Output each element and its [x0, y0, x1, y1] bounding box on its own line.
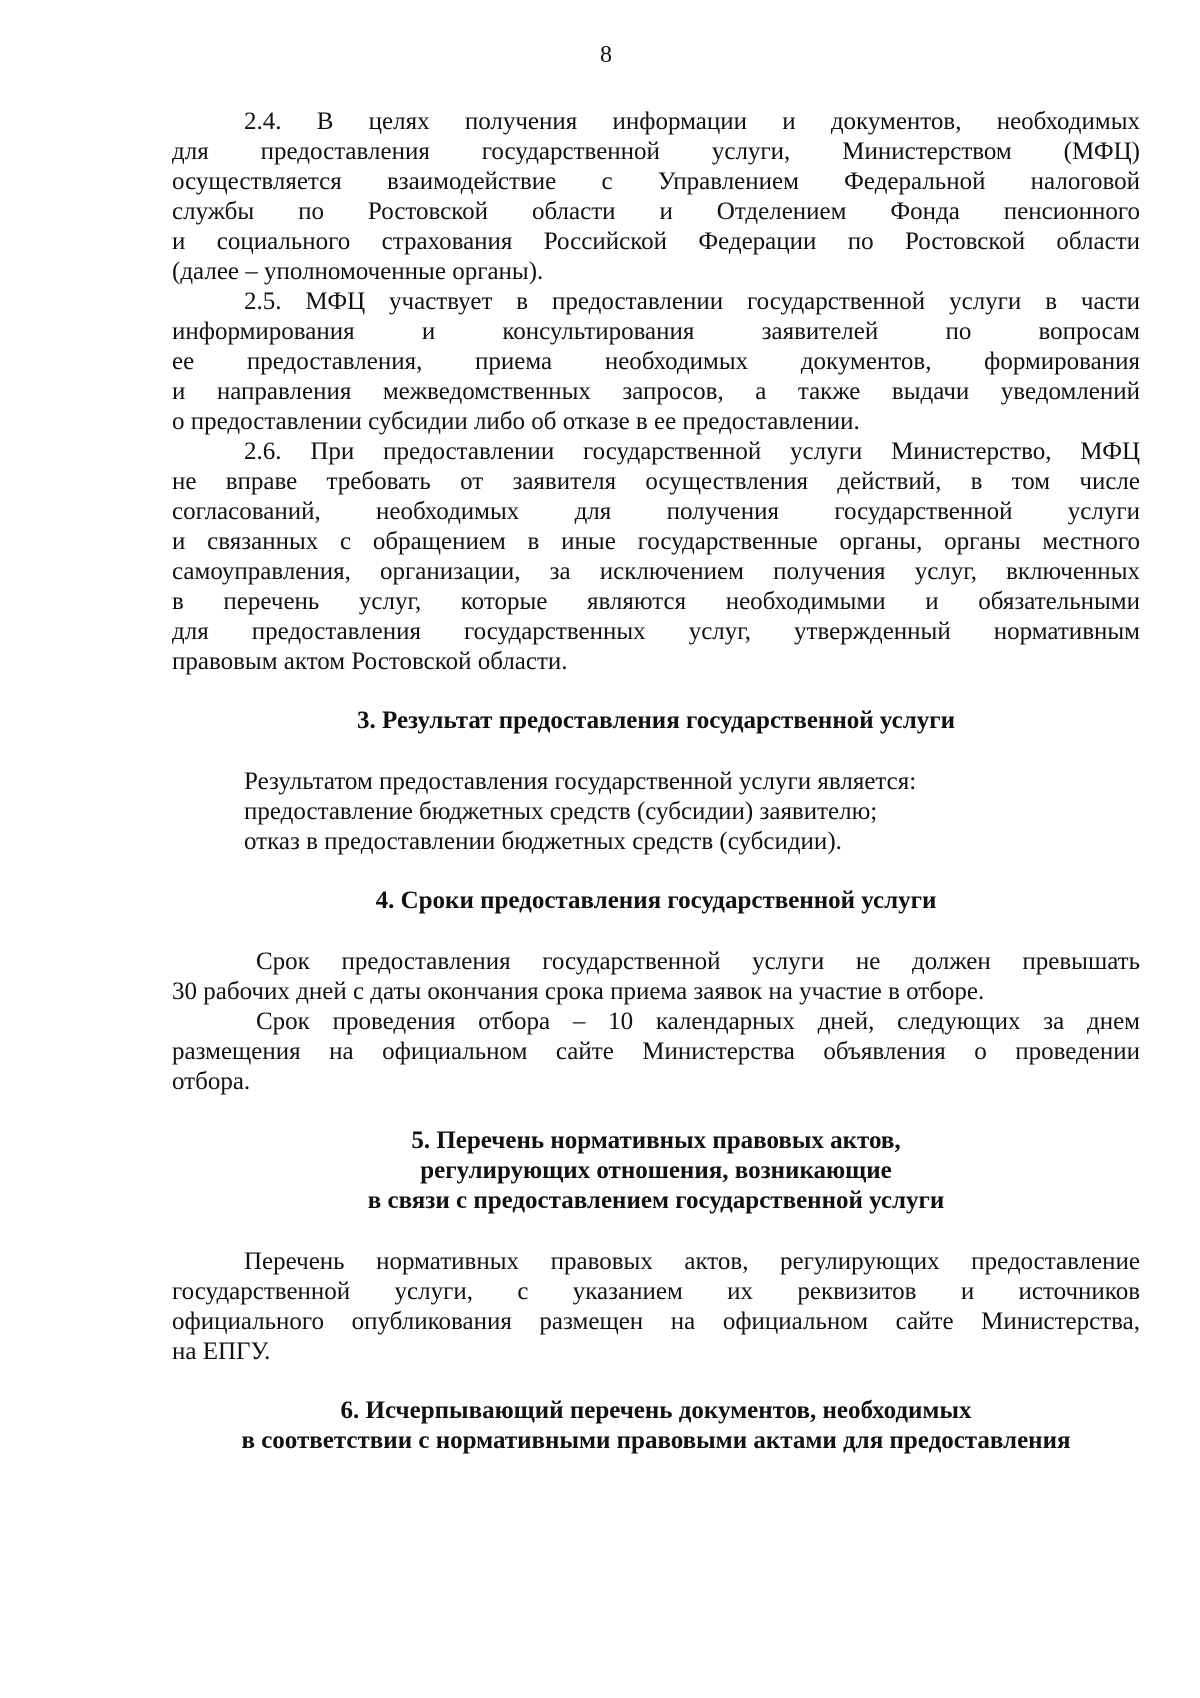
- paragraph-line: Срок предоставления государственной услуги не должен превышать: [256, 948, 1140, 975]
- paragraph-line: Результатом предоставления государственной услуги является:: [244, 768, 917, 795]
- paragraph-line: 2.6. При предоставлении государственной услуги Министерство, МФЦ: [244, 438, 1140, 465]
- section-heading: регулирующих отношения, возникающие: [420, 1157, 892, 1184]
- paragraph-line: не вправе требовать от заявителя осуществления действий, в том числе: [172, 468, 1140, 495]
- paragraph-line: самоуправления, организации, за исключением получения услуг, включенных: [172, 558, 1140, 585]
- paragraph-line: на ЕПГУ.: [172, 1338, 271, 1365]
- paragraph-line: государственной услуги, с указанием их реквизитов и источников: [172, 1278, 1140, 1305]
- section-heading: 5. Перечень нормативных правовых актов,: [411, 1127, 901, 1154]
- paragraph-line: отказ в предоставлении бюджетных средств (субсидии).: [244, 828, 842, 855]
- paragraph-line: 2.5. МФЦ участвует в предоставлении государственной услуги в части: [244, 288, 1140, 315]
- paragraph-line: (далее – уполномоченные органы).: [172, 258, 544, 285]
- paragraph-line: в перечень услуг, которые являются необходимыми и обязательными: [172, 588, 1140, 615]
- paragraph-line: для предоставления государственных услуг, утвержденный нормативным: [172, 618, 1140, 645]
- paragraph-line: 30 рабочих дней с даты окончания срока приема заявок на участие в отборе.: [172, 978, 985, 1005]
- section-heading: 6. Исчерпывающий перечень документов, необходимых: [340, 1397, 972, 1424]
- paragraph-line: и направления межведомственных запросов, а также выдачи уведомлений: [172, 378, 1140, 405]
- section-heading: 3. Результат предоставления государственной услуги: [357, 707, 955, 734]
- section-heading: в соответствии с нормативными правовыми актами для предоставления: [241, 1427, 1071, 1454]
- paragraph-line: предоставление бюджетных средств (субсидии) заявителю;: [244, 798, 878, 825]
- paragraph-line: размещения на официальном сайте Министерства объявления о проведении: [172, 1038, 1140, 1065]
- paragraph-line: правовым актом Ростовской области.: [172, 648, 568, 675]
- paragraph-line: ее предоставления, приема необходимых документов, формирования: [172, 348, 1140, 375]
- paragraph-line: Перечень нормативных правовых актов, регулирующих предоставление: [244, 1248, 1140, 1275]
- paragraph-line: официального опубликования размещен на официальном сайте Министерства,: [172, 1308, 1140, 1335]
- section-heading: 4. Сроки предоставления государственной услуги: [375, 887, 937, 914]
- paragraph-line: отбора.: [172, 1068, 251, 1095]
- paragraph-line: осуществляется взаимодействие с Управлением Федеральной налоговой: [172, 168, 1140, 195]
- paragraph-line: для предоставления государственной услуги, Министерством (МФЦ): [172, 138, 1140, 165]
- paragraph-line: и связанных с обращением в иные государственные органы, органы местного: [172, 528, 1140, 555]
- paragraph-line: Срок проведения отбора – 10 календарных дней, следующих за днем: [256, 1008, 1140, 1035]
- section-heading: в связи с предоставлением государственной услуги: [367, 1187, 945, 1214]
- paragraph-line: 2.4. В целях получения информации и документов, необходимых: [244, 108, 1140, 135]
- paragraph-line: согласований, необходимых для получения государственной услуги: [172, 498, 1140, 525]
- paragraph-line: о предоставлении субсидии либо об отказе в ее предоставлении.: [172, 408, 860, 435]
- page-number: 8: [600, 42, 612, 68]
- paragraph-line: информирования и консультирования заявителей по вопросам: [172, 318, 1140, 345]
- paragraph-line: и социального страхования Российской Федерации по Ростовской области: [172, 228, 1140, 255]
- paragraph-line: службы по Ростовской области и Отделением Фонда пенсионного: [172, 198, 1140, 225]
